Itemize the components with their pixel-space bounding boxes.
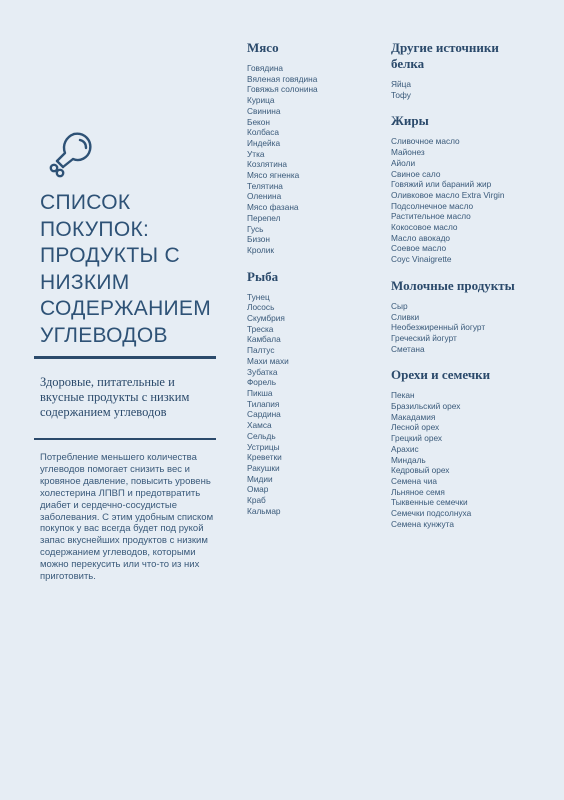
list-item: Утка xyxy=(247,148,265,159)
item-list xyxy=(391,390,531,529)
list-item: Сливки xyxy=(391,311,420,322)
list-item: Краб xyxy=(247,495,266,506)
list-item: Необезжиренный йогурт xyxy=(391,322,486,333)
section-dairy xyxy=(391,278,531,355)
list-item: Мясо ягненка xyxy=(247,170,300,181)
list-item: Бизон xyxy=(247,234,270,245)
title-divider xyxy=(34,356,216,359)
list-item: Тилапия xyxy=(247,398,280,409)
list-item: Креветки xyxy=(247,452,282,463)
section-meat xyxy=(247,40,367,256)
item-list xyxy=(391,301,531,355)
section-title: Рыба xyxy=(247,268,279,284)
list-item: Камбала xyxy=(247,334,281,345)
list-item: Сыр xyxy=(391,300,408,311)
list-item: Сливочное масло xyxy=(391,136,460,147)
drumstick-icon xyxy=(44,128,96,180)
list-item: Омар xyxy=(247,484,269,495)
section-title: Орехи и семечки xyxy=(391,367,491,383)
list-item: Растительное масло xyxy=(391,211,471,222)
section-fats xyxy=(391,113,531,264)
section-title: Молочные продукты xyxy=(391,277,515,293)
list-item: Ракушки xyxy=(247,462,280,473)
list-item: Семечки подсолнуха xyxy=(391,508,472,519)
list-item: Арахис xyxy=(391,443,419,454)
list-item: Грецкий орех xyxy=(391,433,443,444)
list-item: Тофу xyxy=(391,89,411,100)
list-item: Оленина xyxy=(247,191,282,202)
list-item: Оливковое масло Extra Virgin xyxy=(391,189,505,200)
list-item: Масло авокадо xyxy=(391,232,451,243)
list-item: Миндаль xyxy=(391,454,426,465)
list-item: Говяжья солонина xyxy=(247,84,318,95)
list-item: Тыквенные семечки xyxy=(391,497,468,508)
list-item: Козлятина xyxy=(247,159,288,170)
item-list xyxy=(247,292,367,517)
list-item: Зубатка xyxy=(247,366,278,377)
section-title: Другие источники белка xyxy=(391,40,499,71)
list-item: Пекан xyxy=(391,390,415,401)
list-item: Сметана xyxy=(391,343,425,354)
list-item: Перепел xyxy=(247,212,281,223)
list-item: Бекон xyxy=(247,116,270,127)
section-title: Жиры xyxy=(391,113,429,129)
list-item: Сельдь xyxy=(247,430,276,441)
list-item: Устрицы xyxy=(247,441,280,452)
list-item: Семена кунжута xyxy=(391,518,454,529)
list-item: Семена чиа xyxy=(391,475,437,486)
list-item: Хамса xyxy=(247,420,272,431)
list-item: Мидии xyxy=(247,473,273,484)
list-item: Говядина xyxy=(247,63,284,73)
list-item: Палтус xyxy=(247,345,275,356)
list-item: Телятина xyxy=(247,180,283,191)
list-item: Лосось xyxy=(247,302,275,313)
list-item: Индейка xyxy=(247,137,281,148)
section-title: Мясо xyxy=(247,40,279,55)
section-other-protein xyxy=(391,40,531,100)
list-item: Махи махи xyxy=(247,355,289,366)
subtitle-divider xyxy=(34,438,216,440)
item-list xyxy=(247,63,367,256)
list-item: Лесной орех xyxy=(391,422,440,433)
list-item: Кальмар xyxy=(247,505,281,516)
list-item: Гусь xyxy=(247,223,264,234)
list-item: Скумбрия xyxy=(247,313,285,324)
list-item: Колбаса xyxy=(247,127,280,138)
list-item: Сардина xyxy=(247,409,281,420)
list-item: Греческий йогурт xyxy=(391,332,457,343)
list-item: Форель xyxy=(247,377,277,388)
list-item: Яйца xyxy=(391,79,411,89)
left-panel xyxy=(34,0,216,800)
list-item: Кролик xyxy=(247,244,274,255)
list-item: Треска xyxy=(247,323,274,334)
column-right xyxy=(391,40,531,543)
list-item: Бразильский орех xyxy=(391,401,461,412)
list-item: Вяленая говядина xyxy=(247,73,318,84)
list-item: Кедровый орех xyxy=(391,465,450,476)
list-item: Пикша xyxy=(247,387,273,398)
list-item: Кокосовое масло xyxy=(391,222,458,233)
intro-text: Потребление меньшего количества углеводов помогает снизить вес и кровяное давление, повысить уровень холестерина ЛПВП и предотвратить диабет и сердечно-сосудистые заболевания. С этим удобным списком покупок у вас всегда будет под рукой запас вкуснейших продуктов с низким содержанием углеводов, которыми можно перекусить или что-то из них приготовить. xyxy=(40,452,214,583)
list-item: Макадамия xyxy=(391,411,436,422)
list-item: Курица xyxy=(247,95,275,106)
list-item: Мясо фазана xyxy=(247,202,299,213)
page-title: СПИСОК ПОКУПОК: ПРОДУКТЫ С НИЗКИМ СОДЕРЖАНИЕМ УГЛЕВОДОВ xyxy=(40,191,212,347)
list-item: Подсолнечное масло xyxy=(391,200,474,211)
list-item: Айоли xyxy=(391,157,416,168)
list-item: Говяжий или бараний жир xyxy=(391,179,492,190)
list-item: Соевое масло xyxy=(391,243,447,254)
list-item: Тунец xyxy=(247,291,270,302)
list-item: Льняное семя xyxy=(391,486,445,497)
section-fish xyxy=(247,269,367,517)
list-item: Майонез xyxy=(391,147,425,158)
list-item: Свиное сало xyxy=(391,168,441,179)
list-item: Соус Vinaigrette xyxy=(391,254,452,265)
section-nuts xyxy=(391,367,531,529)
column-left xyxy=(247,40,367,529)
item-list xyxy=(391,79,531,100)
page-subtitle: Здоровые, питательные и вкусные продукты с низким содержанием углеводов xyxy=(40,375,190,419)
list-item: Свинина xyxy=(247,105,281,116)
item-list xyxy=(391,136,531,264)
